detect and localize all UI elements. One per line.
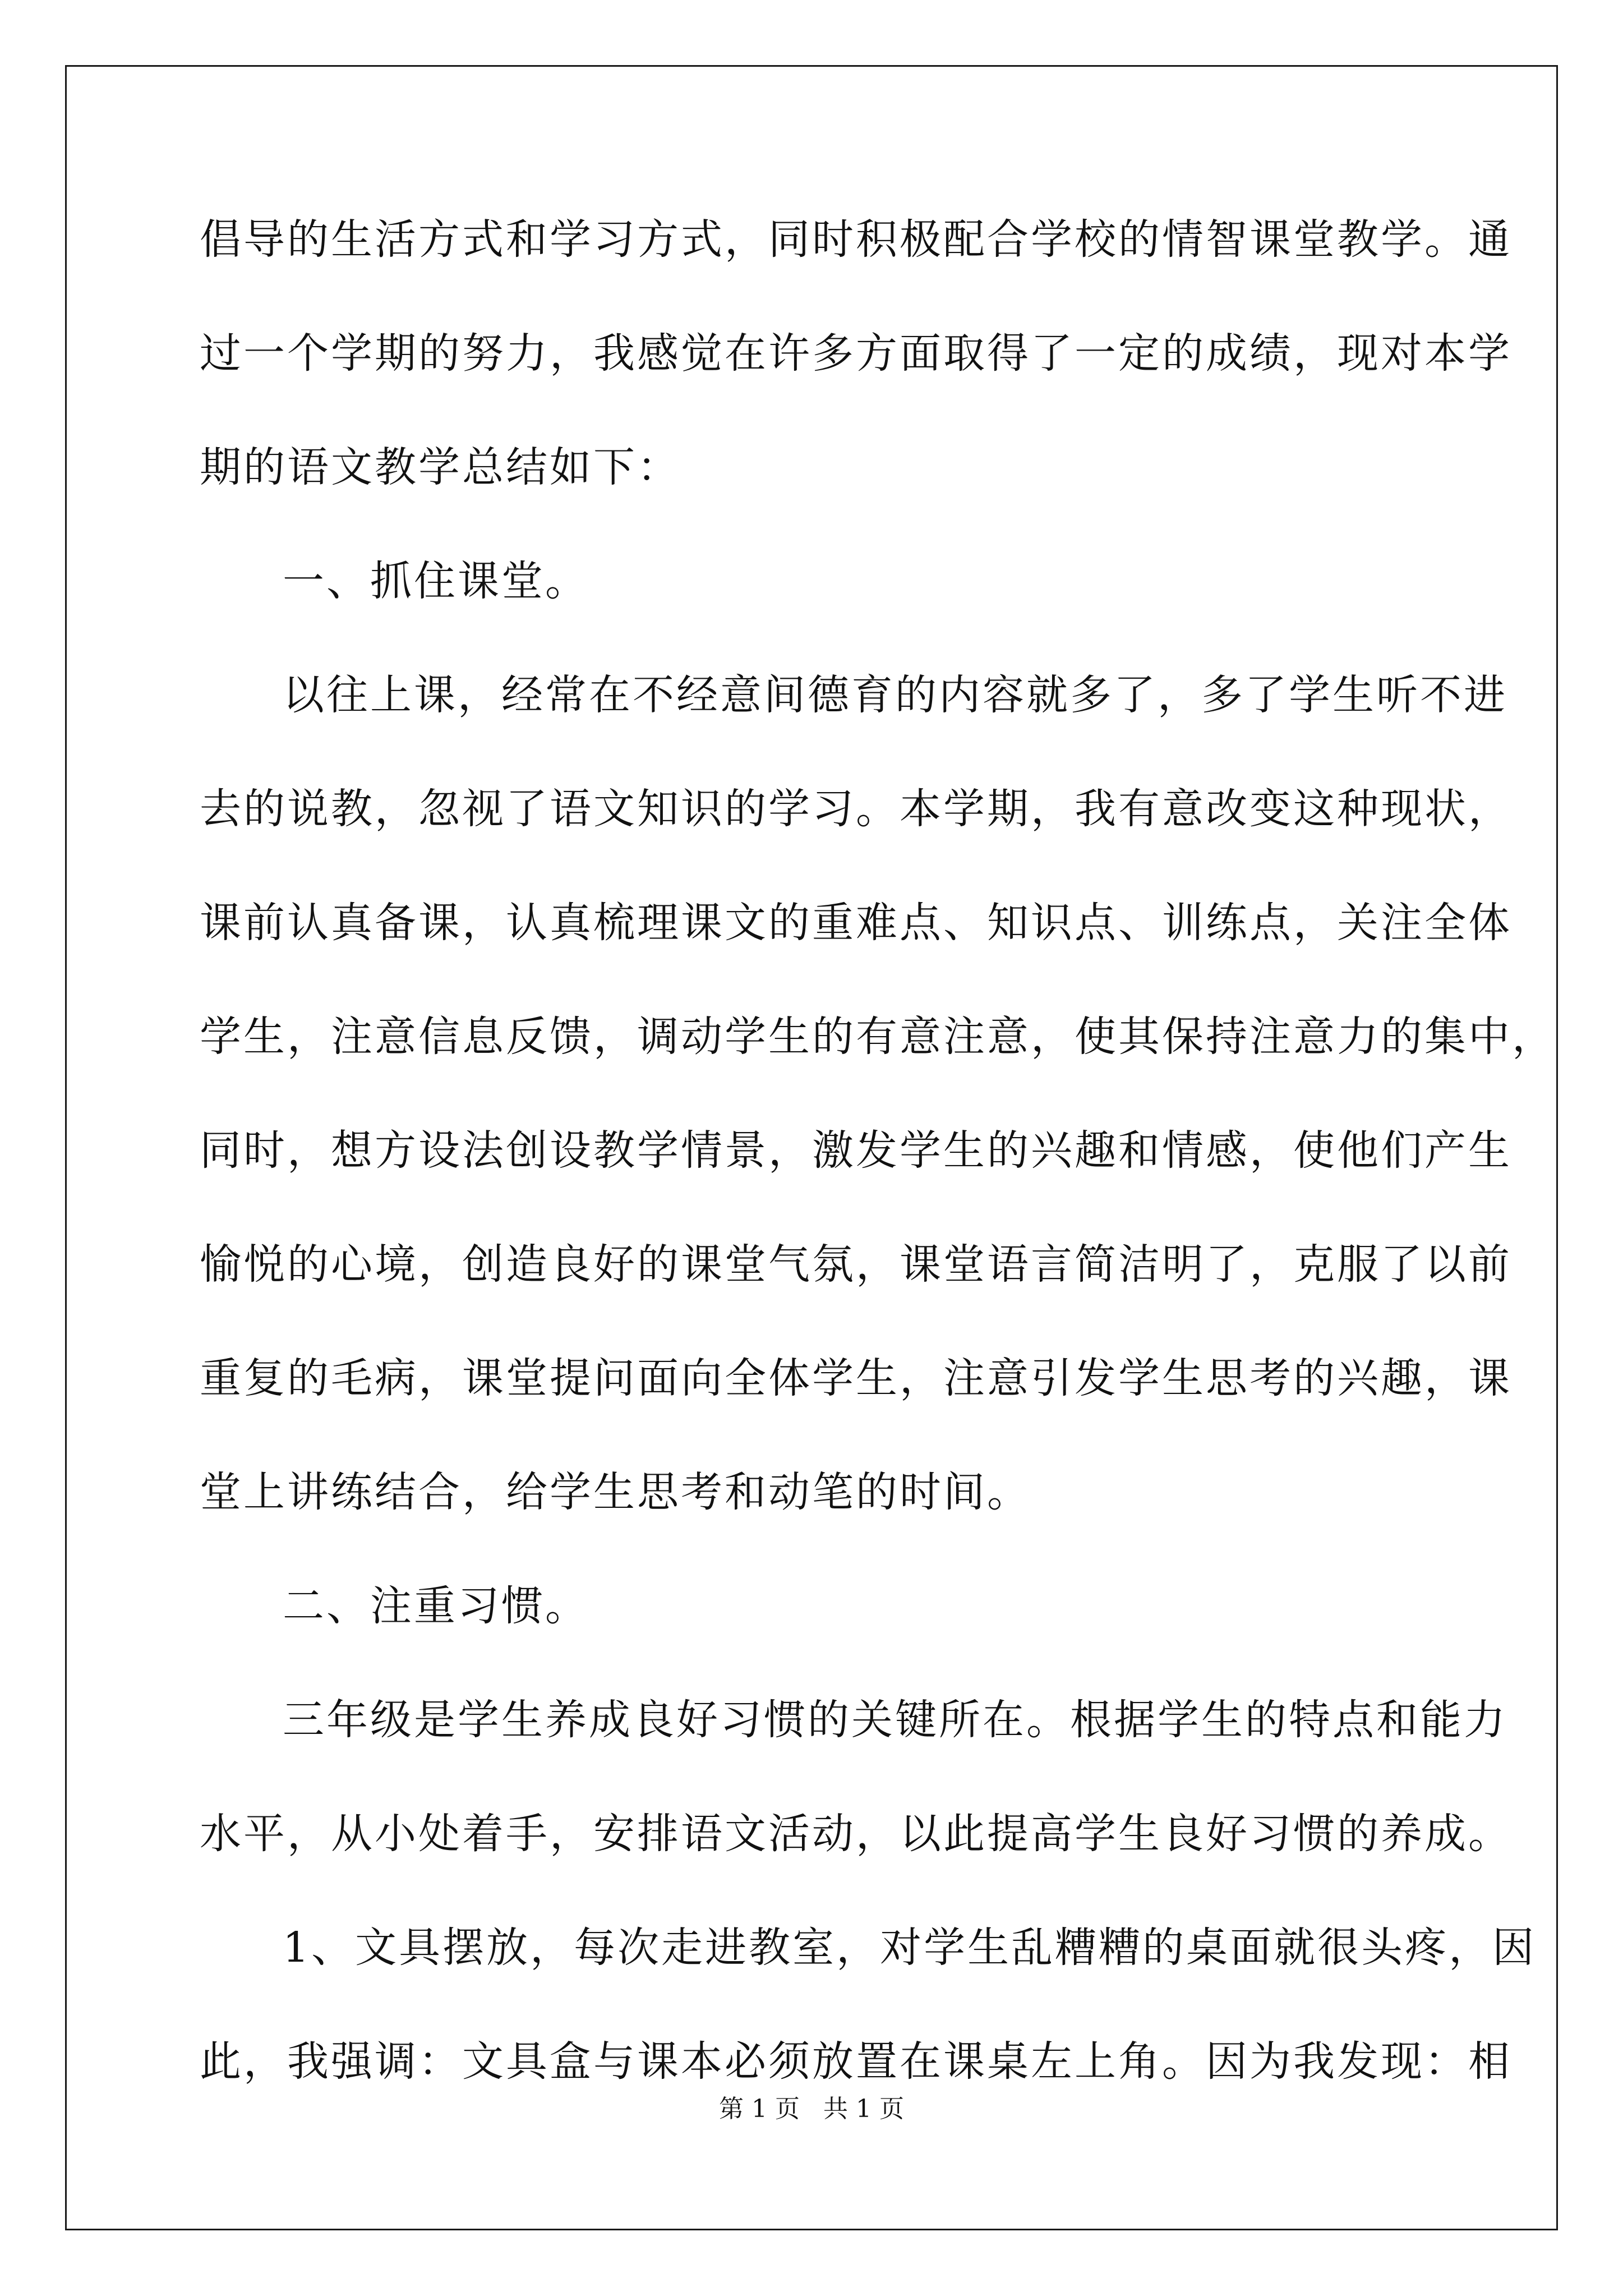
text-line: 期的语文教学总结如下： [200,443,681,491]
text-line: 过一个学期的努力，我感觉在许多方面取得了一定的成绩，现对本学 [200,329,1512,378]
page-number: 第 1 页 [719,2095,800,2123]
paragraph-start: 1、文具摆放，每次走进教室，对学生乱糟糟的桌面就很头疼，因 [283,1924,1537,1972]
page-total: 共 1 页 [823,2095,904,2123]
text-line: 课前认真备课，认真梳理课文的重难点、知识点、训练点，关注全体 [200,899,1512,947]
text-line: 学生，注意信息反馈，调动学生的有意注意，使其保持注意力的集中， [200,1013,1556,1061]
text-line: 同时，想方设法创设教学情景，激发学生的兴趣和情感，使他们产生 [200,1126,1512,1175]
page-footer [0,2097,1623,2122]
text-line: 水平，从小处着手，安排语文活动，以此提高学生良好习惯的养成。 [200,1810,1512,1858]
text-line: 去的说教，忽视了语文知识的学习。本学期，我有意改变这种现状， [200,785,1512,833]
paragraph-start: 三年级是学生养成良好习惯的关键所在。根据学生的特点和能力 [283,1696,1507,1744]
document-body [200,215,1556,2155]
text-line: 此，我强调：文具盒与课本必须放置在课桌左上角。因为我发现：相 [200,2037,1512,2086]
text-line: 重复的毛病，课堂提问面向全体学生，注意引发学生思考的兴趣，课 [200,1354,1512,1402]
text-line: 愉悦的心境，创造良好的课堂气氛，课堂语言简洁明了，克服了以前 [200,1240,1512,1289]
text-line: 倡导的生活方式和学习方式，同时积极配合学校的情智课堂教学。通 [200,215,1512,264]
paragraph-start: 以往上课，经常在不经意间德育的内容就多了，多了学生听不进 [283,671,1507,719]
section-heading: 二、注重习惯。 [283,1582,589,1630]
section-heading: 一、抓住课堂。 [283,557,589,605]
text-line: 堂上讲练结合，给学生思考和动笔的时间。 [200,1468,1031,1516]
